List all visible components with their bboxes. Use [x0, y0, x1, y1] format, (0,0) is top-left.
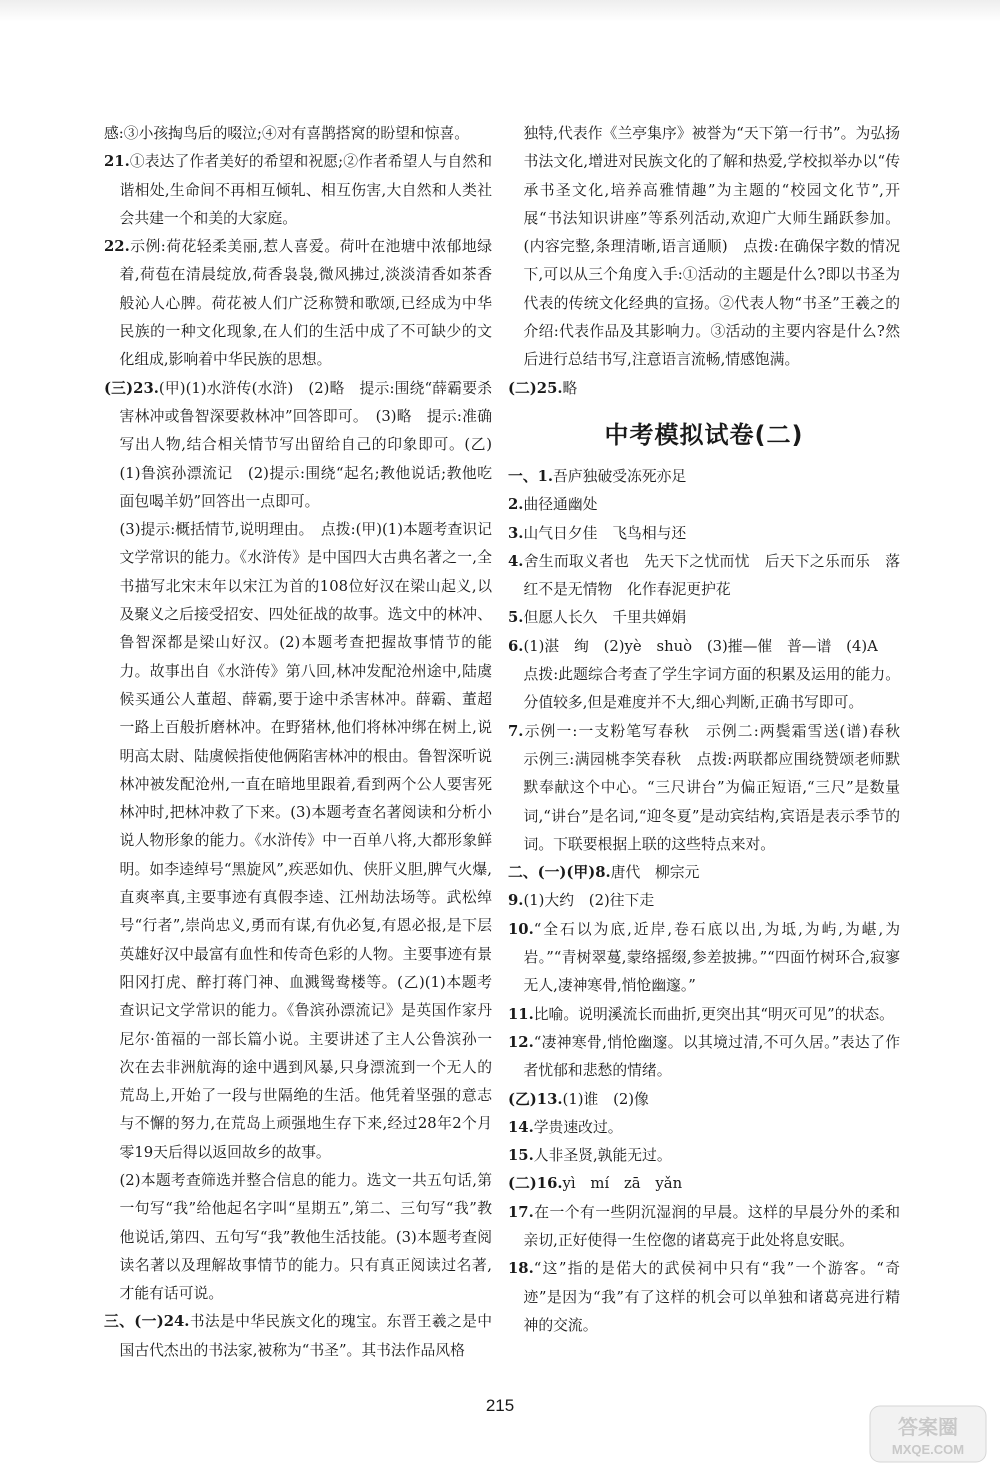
question-number: 15.: [508, 1147, 534, 1165]
answer-paragraph: [508, 633, 900, 661]
question-number: (三)23.: [104, 379, 159, 397]
answer-text: (2)本题考查筛选并整合信息的能力。选文一共五句话,第一句写“我”给他起名字叫“星期五”,第二、三句写“我”教他说话,第四、五句写“我”教他生活技能。(3)本题考查阅读名著以及理解故事情节的能力。只有真正阅读过名著,才能有话可说。: [119, 1171, 492, 1303]
question-number: 6.: [508, 637, 524, 655]
answer-paragraph: [508, 916, 900, 1001]
answer-paragraph: [508, 548, 900, 605]
answer-paragraph: [508, 1086, 900, 1114]
exam-title: 中考模拟试卷(二): [604, 420, 804, 449]
answer-text: 学贵速改过。: [533, 1118, 623, 1136]
scan-edge: [0, 0, 1000, 22]
question-number: 二、(一)(甲)8.: [508, 864, 611, 882]
answer-text: 唐代 柳宗元: [610, 864, 700, 882]
answer-text: 示例:荷花轻柔美丽,惹人喜爱。荷叶在池塘中浓郁地绿着,荷苞在清晨绽放,荷香袅袅,微风拂过,淡淡清香如茶香般沁人心脾。荷花被人们广泛称赞和歌颂,已经成为中华民族的一种文化现象,在人们的生活中成了不可缺少的文化组成,影响着中华民族的思想。: [119, 238, 492, 369]
answer-paragraph: [508, 520, 900, 548]
answer-paragraph: [508, 1199, 900, 1256]
answer-text: 略: [562, 379, 578, 397]
answer-text: 书法是中华民族文化的瑰宝。东晋王羲之是中国古代杰出的书法家,被称为“书圣”。其书法作品风格: [119, 1313, 492, 1359]
answer-paragraph: [104, 1167, 492, 1308]
answer-paragraph: [508, 604, 900, 632]
answer-text: 示例一:一支粉笔写春秋 示例二:两鬓霜雪送(谱)春秋 示例三:满园桃李笑春秋 点拨:两联都应围绕赞颂老师默默奉献这个中心。“三尺讲台”为偏正短语,“三尺”是数量词,“讲台”是名词,“迎冬夏”是动宾结构,宾语是表示季节的词。下联要根据上联的这些特点来对。: [523, 722, 915, 853]
answer-paragraph: [508, 1142, 900, 1170]
answer-text: 独特,代表作《兰亭集序》被誉为“天下第一行书”。为弘扬书法文化,增进对民族文化的了解和热爱,学校拟举办以“传承书圣文化,培养高雅情趣”为主题的“校园文化节”,开展“书法知识讲座”等系列活动,欢迎广大师生踊跃参加。(内容完整,条理清晰,语言通顺) 点拨:在确保字数的情况下,可以从三个角度入手:①活动的主题是什么?即以书圣为代表的传统文化经典的宣扬。②代表人物“书圣”王羲之的介绍:代表作品及其影响力。③活动的主要内容是什么?然后进行总结书写,注意语言流畅,情感饱满。: [523, 125, 900, 369]
answer-text: 感:③小孩掏鸟后的啜泣;④对有喜鹊搭窝的盼望和惊喜。: [104, 125, 470, 142]
answer-paragraph: [508, 491, 900, 519]
answer-paragraph: [508, 887, 900, 915]
answer-paragraph: [508, 661, 900, 718]
question-number: 22.: [104, 238, 130, 256]
answer-text: (甲)(1)水浒传(水浒) (2)略 提示:围绕“薛霸要杀害林冲或鲁智深要救林冲”回答即可。 (3)略 提示:准确写出人物,结合相关情节写出留给自己的印象即可。(乙)(1)鲁滨孙漂流记 (2)提示:围绕“起名;教他说话;教他吃面包喝羊奶”回答出一点即可。: [119, 379, 492, 510]
answer-text: 比喻。说明溪流长而曲折,更突出其“明灭可见”的状态。: [533, 1005, 894, 1023]
question-number: 三、(一)24.: [104, 1313, 190, 1331]
answer-paragraph: [104, 233, 492, 374]
answer-paragraph: [508, 1001, 900, 1029]
answer-text: 舍生而取义者也 先天下之忧而忧 后天下之乐而乐 落红不是无情物 化作春泥更护花: [523, 552, 900, 599]
answer-text: yì mí zā yǎn: [562, 1175, 683, 1193]
answer-paragraph: [508, 1255, 900, 1340]
answer-text: 山气日夕佳 飞鸟相与还: [523, 524, 687, 542]
answer-text: 曲径通幽处: [523, 496, 598, 514]
answer-paragraph: [104, 1308, 492, 1365]
answer-paragraph: [104, 120, 492, 148]
question-number: 3.: [508, 524, 524, 542]
watermark-text: 答案圈: [898, 1415, 958, 1439]
question-number: 12.: [508, 1033, 534, 1051]
page-number: 215: [485, 1396, 515, 1415]
question-number: 7.: [508, 722, 524, 740]
watermark-domain: MXQE.COM: [891, 1442, 965, 1457]
answer-paragraph: [104, 516, 492, 1167]
answer-paragraph: [508, 1114, 900, 1142]
answer-text: 人非圣贤,孰能无过。: [533, 1147, 672, 1165]
question-number: (二)25.: [508, 379, 563, 397]
left-column: [104, 120, 492, 1365]
right-column-top: [508, 120, 900, 403]
answer-paragraph: [508, 1029, 900, 1086]
question-number: 18.: [508, 1260, 534, 1278]
watermark-logo: [868, 1404, 988, 1464]
question-number: 14.: [508, 1118, 534, 1136]
answer-text: 吾庐独破受冻死亦足: [553, 467, 687, 485]
answer-text: 在一个有一些阴沉湿润的早晨。这样的早晨分外的柔和亲切,正好使得一生倥偬的诸葛亮于此处将息安眠。: [523, 1203, 900, 1249]
answer-text: ①表达了作者美好的希望和祝愿;②作者希望人与自然和谐相处,生命间不再相互倾轧、相互伤害,大自然和人类社会共建一个和美的大家庭。: [119, 153, 492, 227]
answer-paragraph: [104, 375, 492, 516]
question-number: 2.: [508, 496, 524, 514]
question-number: 5.: [508, 609, 524, 627]
answer-text: “这”指的是偌大的武侯祠中只有“我”一个游客。“奇迹”是因为“我”有了这样的机会可以单独和诸葛亮进行精神的交流。: [523, 1260, 900, 1334]
answer-text: (3)提示:概括情节,说明理由。 点拨:(甲)(1)本题考查识记文学常识的能力。《水浒传》是中国四大古典名著之一,全书描写北宋末年以宋江为首的108位好汉在梁山起义,以及聚义之后接受招安、四处征战的故事。选文中的林冲、鲁智深都是梁山好汉。(2)本题考查把握故事情节的能力。故事出自《水浒传》第八回,林冲发配沧州途中,陆虞候买通公人董超、薛霸,要于途中杀害林冲。薛霸、董超一路上百般折磨林冲。在野猪林,他们将林冲绑在树上,说明高太尉、陆虞候指使他俩陷害林冲的根由。鲁智深听说林冲被发配沧州,一直在暗地里跟着,看到两个公人要害死林冲时,把林冲救了下来。(3)本题考查名著阅读和分析小说人物形象的能力。《水浒传》中一百单八将,大都形象鲜明。如李逵绰号“黑旋风”,疾恶如仇、侠肝义胆,脾气火爆,直爽率真,主要事迹有真假李逵、江州劫法场等。武松绰号“行者”,崇尚忠义,勇而有谋,有仇必复,有恩必报,是下层英雄好汉中最富有血性和传奇色彩的人物。主要事迹有景阳冈打虎、醉打蒋门神、血溅鸳鸯楼等。(乙)(1)本题考查识记文学常识的能力。《鲁滨孙漂流记》是英国作家丹尼尔·笛福的一部长篇小说。主要讲述了主人公鲁滨孙一次在去非洲航海的途中遇到风暴,只身漂流到一个无人的荒岛上,开始了一段与世隔绝的生活。他凭着坚强的意志与不懈的努力,在荒岛上顽强地生存下来,经过28年2个月零19天后得以返回故乡的故事。: [119, 521, 492, 1161]
answer-paragraph: [508, 718, 915, 859]
right-column-bottom: [508, 463, 915, 1340]
question-number: 11.: [508, 1005, 534, 1023]
answer-paragraph: [508, 859, 900, 887]
right-column: [508, 120, 915, 1340]
answer-paragraph: [104, 148, 492, 233]
answer-paragraph: [508, 1170, 900, 1198]
answer-paragraph: [508, 375, 900, 403]
answer-text: (1)大约 (2)往下走: [523, 892, 655, 910]
answer-paragraph: [508, 120, 900, 375]
answer-text: “凄神寒骨,悄怆幽邃。以其境过清,不可久居。”表达了作者忧郁和悲愁的情绪。: [523, 1033, 900, 1080]
answer-text: 点拨:此题综合考查了学生字词方面的积累及运用的能力。分值较多,但是难度并不大,细心判断,正确书写即可。: [523, 666, 900, 712]
question-number: 4.: [508, 552, 524, 570]
answer-text: (1)谁 (2)像: [562, 1090, 649, 1108]
question-number: 21.: [104, 153, 130, 171]
answer-text: (1)湛 绚 (2)yè shuò (3)摧—催 普—谱 (4)A: [523, 637, 878, 655]
question-number: 一、1.: [508, 467, 554, 485]
answer-text: 但愿人长久 千里共婵娟: [523, 609, 687, 627]
question-number: 9.: [508, 892, 524, 910]
question-number: (二)16.: [508, 1175, 563, 1193]
answer-paragraph: [508, 463, 900, 491]
question-number: 10.: [508, 920, 534, 938]
answer-text: “全石以为底,近岸,卷石底以出,为坻,为屿,为嵁,为岩。”“青树翠蔓,蒙络摇缀,参差披拂。”“四面竹树环合,寂寥无人,凄神寒骨,悄怆幽邃。”: [523, 920, 900, 995]
question-number: 17.: [508, 1203, 534, 1221]
question-number: (乙)13.: [508, 1090, 563, 1108]
